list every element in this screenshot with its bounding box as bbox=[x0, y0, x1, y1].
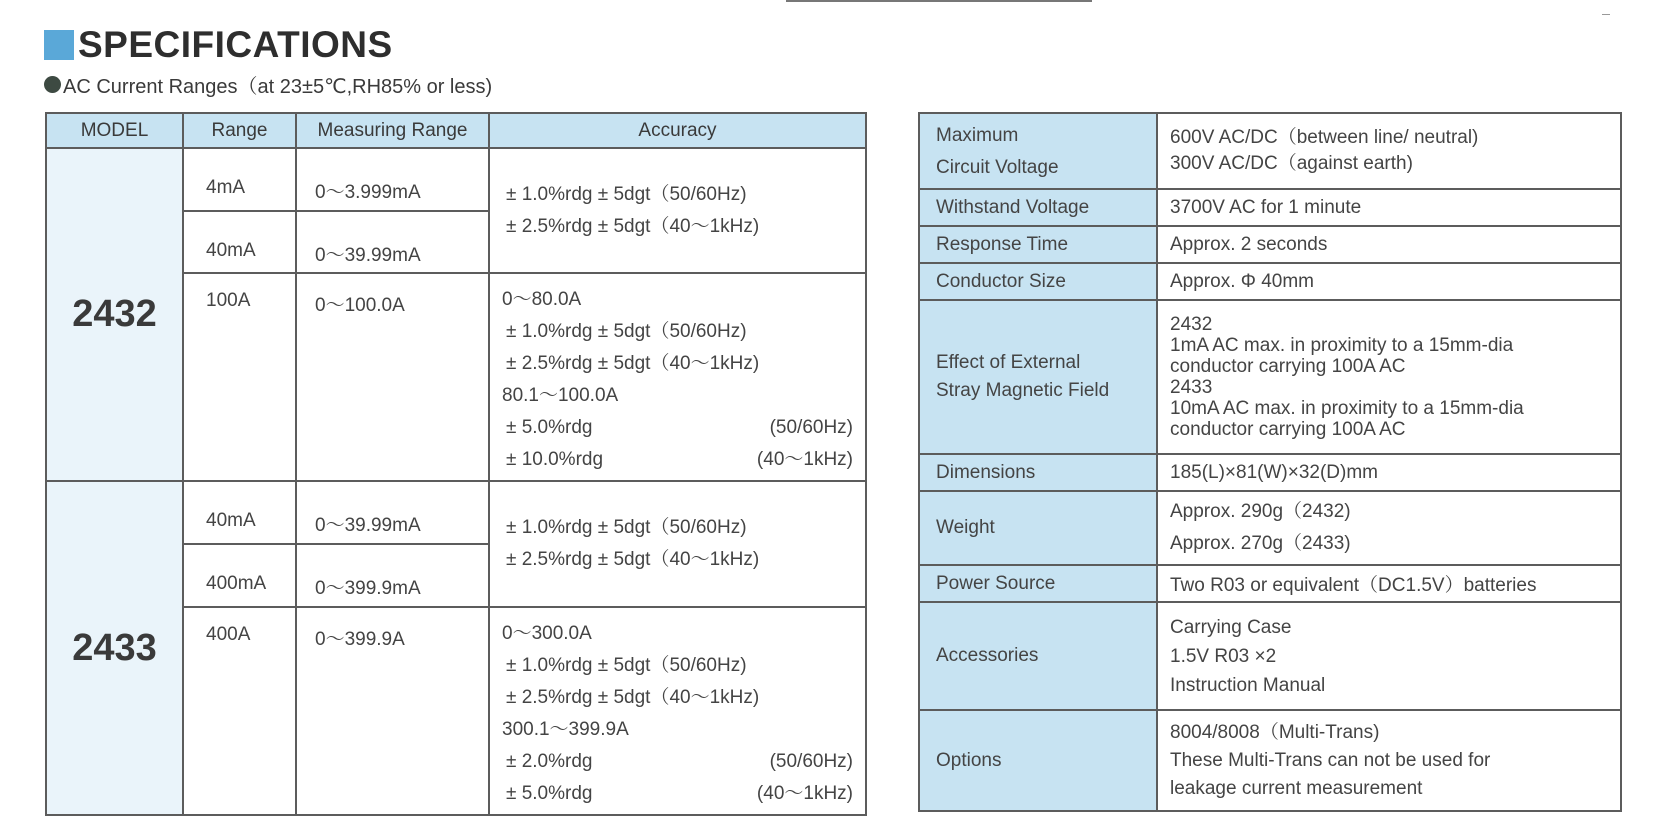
spec-row-options bbox=[919, 710, 1621, 811]
col-measuring-range: Measuring Range bbox=[296, 113, 489, 148]
range-cell: 400mA bbox=[183, 544, 296, 607]
accuracy-line: ± 2.5%rdg ± 5dgt（40～1kHz) bbox=[506, 353, 760, 375]
corner-mark bbox=[1602, 14, 1610, 15]
spec-value-line: 300V AC/DC（against earth) bbox=[1170, 153, 1413, 174]
spec-value-line: 1.5V R03 ×2 bbox=[1170, 645, 1277, 667]
spec-value-line: 1mA AC max. in proximity to a 15mm-dia bbox=[1170, 335, 1514, 356]
accuracy-line: ± 1.0%rdg ± 5dgt（50/60Hz) bbox=[506, 183, 747, 205]
measuring-range-cell: 0～399.9mA bbox=[296, 544, 489, 607]
spec-value: Approx. Φ 40mm bbox=[1157, 263, 1621, 300]
subtitle bbox=[44, 70, 492, 99]
spec-value-line: 600V AC/DC（between line/ neutral) bbox=[1170, 127, 1479, 148]
accuracy-line: ± 1.0%rdg ± 5dgt（50/60Hz) bbox=[506, 517, 747, 539]
spec-label-line: Effect of External bbox=[936, 352, 1081, 373]
model-cell: 2432 bbox=[46, 148, 183, 481]
accuracy-line: 0～300.0A bbox=[502, 622, 592, 644]
measuring-range-cell: 0～39.99mA bbox=[296, 481, 489, 544]
spec-value: Approx. 2 seconds bbox=[1157, 226, 1621, 263]
spec-row-withstand bbox=[919, 189, 1621, 226]
accuracy-cell bbox=[489, 273, 866, 481]
col-range: Range bbox=[183, 113, 296, 148]
spec-row-dimensions bbox=[919, 454, 1621, 491]
spec-value-line: conductor carrying 100A AC bbox=[1170, 419, 1406, 440]
spec-label: Weight bbox=[919, 491, 1157, 565]
accuracy-frequency: (40～1kHz) bbox=[756, 449, 853, 471]
spec-label: Conductor Size bbox=[919, 263, 1157, 300]
spec-value-line: 10mA AC max. in proximity to a 15mm-dia bbox=[1170, 398, 1524, 419]
spec-value bbox=[1157, 602, 1621, 710]
spec-value-line: Carrying Case bbox=[1170, 616, 1292, 638]
spec-value: 185(L)×81(W)×32(D)mm bbox=[1157, 454, 1621, 491]
accuracy-line: 300.1～399.9A bbox=[502, 718, 629, 740]
spec-value-line: 2432 bbox=[1170, 314, 1213, 335]
accuracy-line bbox=[502, 412, 853, 444]
accuracy-frequency: (50/60Hz) bbox=[769, 417, 853, 439]
table-header-row bbox=[46, 113, 866, 148]
spec-label-line: Maximum bbox=[936, 125, 1019, 146]
accuracy-frequency: (40～1kHz) bbox=[756, 782, 853, 804]
spec-value-line: Approx. 290g（2432) bbox=[1170, 501, 1351, 522]
accuracy-value: ± 5.0%rdg bbox=[506, 417, 593, 439]
spec-row-max-voltage bbox=[919, 113, 1621, 189]
spec-value: 3700V AC for 1 minute bbox=[1157, 189, 1621, 226]
accuracy-line: ± 1.0%rdg ± 5dgt（50/60Hz) bbox=[506, 654, 747, 676]
model-cell: 2433 bbox=[46, 481, 183, 815]
subtitle-text: AC Current Ranges（at 23±5℃,RH85% or less) bbox=[63, 76, 493, 98]
spec-label: Withstand Voltage bbox=[919, 189, 1157, 226]
spec-row-stray-field bbox=[919, 300, 1621, 454]
spec-label: Response Time bbox=[919, 226, 1157, 263]
section-header bbox=[44, 24, 393, 66]
spec-value-line: Instruction Manual bbox=[1170, 674, 1326, 696]
spec-label: Options bbox=[919, 710, 1157, 811]
accuracy-line: ± 1.0%rdg ± 5dgt（50/60Hz) bbox=[506, 321, 747, 343]
accuracy-cell bbox=[489, 607, 866, 815]
range-cell: 40mA bbox=[183, 481, 296, 544]
spec-label-line: Circuit Voltage bbox=[936, 157, 1059, 178]
range-cell: 40mA bbox=[183, 211, 296, 274]
spec-value-line: conductor carrying 100A AC bbox=[1170, 356, 1406, 377]
measuring-range-cell: 0～3.999mA bbox=[296, 148, 489, 211]
accuracy-cell bbox=[489, 481, 866, 606]
measuring-range-cell: 0～100.0A bbox=[296, 273, 489, 481]
accuracy-line: ± 2.5%rdg ± 5dgt（40～1kHz) bbox=[506, 215, 760, 237]
accuracy-line: ± 2.5%rdg ± 5dgt（40～1kHz) bbox=[506, 686, 760, 708]
accuracy-value: ± 2.0%rdg bbox=[506, 750, 593, 772]
spec-value bbox=[1157, 300, 1621, 454]
measuring-range-cell: 0～39.99mA bbox=[296, 211, 489, 274]
top-rule bbox=[786, 0, 1092, 2]
accuracy-line bbox=[502, 444, 853, 476]
accuracy-value: ± 10.0%rdg bbox=[506, 449, 604, 471]
spec-value-line: 2433 bbox=[1170, 377, 1213, 398]
spec-row-weight bbox=[919, 491, 1621, 565]
spec-row-accessories bbox=[919, 602, 1621, 710]
col-accuracy: Accuracy bbox=[489, 113, 866, 148]
col-model: MODEL bbox=[46, 113, 183, 148]
table-row bbox=[46, 148, 866, 211]
range-cell: 100A bbox=[183, 273, 296, 481]
spec-label bbox=[919, 113, 1157, 189]
spec-row-conductor bbox=[919, 263, 1621, 300]
spec-value bbox=[1157, 710, 1621, 811]
spec-label: Accessories bbox=[919, 602, 1157, 710]
accuracy-line: 0～80.0A bbox=[502, 289, 582, 311]
table-row bbox=[46, 481, 866, 544]
spec-label: Power Source bbox=[919, 565, 1157, 602]
range-cell: 4mA bbox=[183, 148, 296, 211]
accuracy-frequency: (50/60Hz) bbox=[769, 750, 853, 772]
measuring-range-cell: 0～399.9A bbox=[296, 607, 489, 815]
page-title: SPECIFICATIONS bbox=[78, 24, 393, 65]
accuracy-cell bbox=[489, 148, 866, 273]
spec-value-line: 8004/8008（Multi-Trans) bbox=[1170, 721, 1380, 743]
accuracy-value: ± 5.0%rdg bbox=[506, 782, 593, 804]
spec-row-response bbox=[919, 226, 1621, 263]
bullet-icon bbox=[44, 76, 61, 93]
accuracy-line: ± 2.5%rdg ± 5dgt（40～1kHz) bbox=[506, 549, 760, 571]
spec-value bbox=[1157, 491, 1621, 565]
ac-current-ranges-table bbox=[45, 112, 867, 816]
spec-row-power bbox=[919, 565, 1621, 602]
general-specifications-table bbox=[918, 112, 1622, 812]
spec-value-line: leakage current measurement bbox=[1170, 777, 1423, 799]
title-square-icon bbox=[44, 30, 74, 60]
spec-value: Two R03 or equivalent（DC1.5V）batteries bbox=[1157, 565, 1621, 602]
spec-value bbox=[1157, 113, 1621, 189]
spec-value-line: Approx. 270g（2433) bbox=[1170, 533, 1351, 554]
accuracy-line: 80.1～100.0A bbox=[502, 385, 619, 407]
accuracy-line bbox=[502, 778, 853, 810]
accuracy-line bbox=[502, 746, 853, 778]
spec-label bbox=[919, 300, 1157, 454]
spec-label-line: Stray Magnetic Field bbox=[936, 380, 1110, 401]
spec-value-line: These Multi-Trans can not be used for bbox=[1170, 749, 1491, 771]
spec-label: Dimensions bbox=[919, 454, 1157, 491]
range-cell: 400A bbox=[183, 607, 296, 815]
